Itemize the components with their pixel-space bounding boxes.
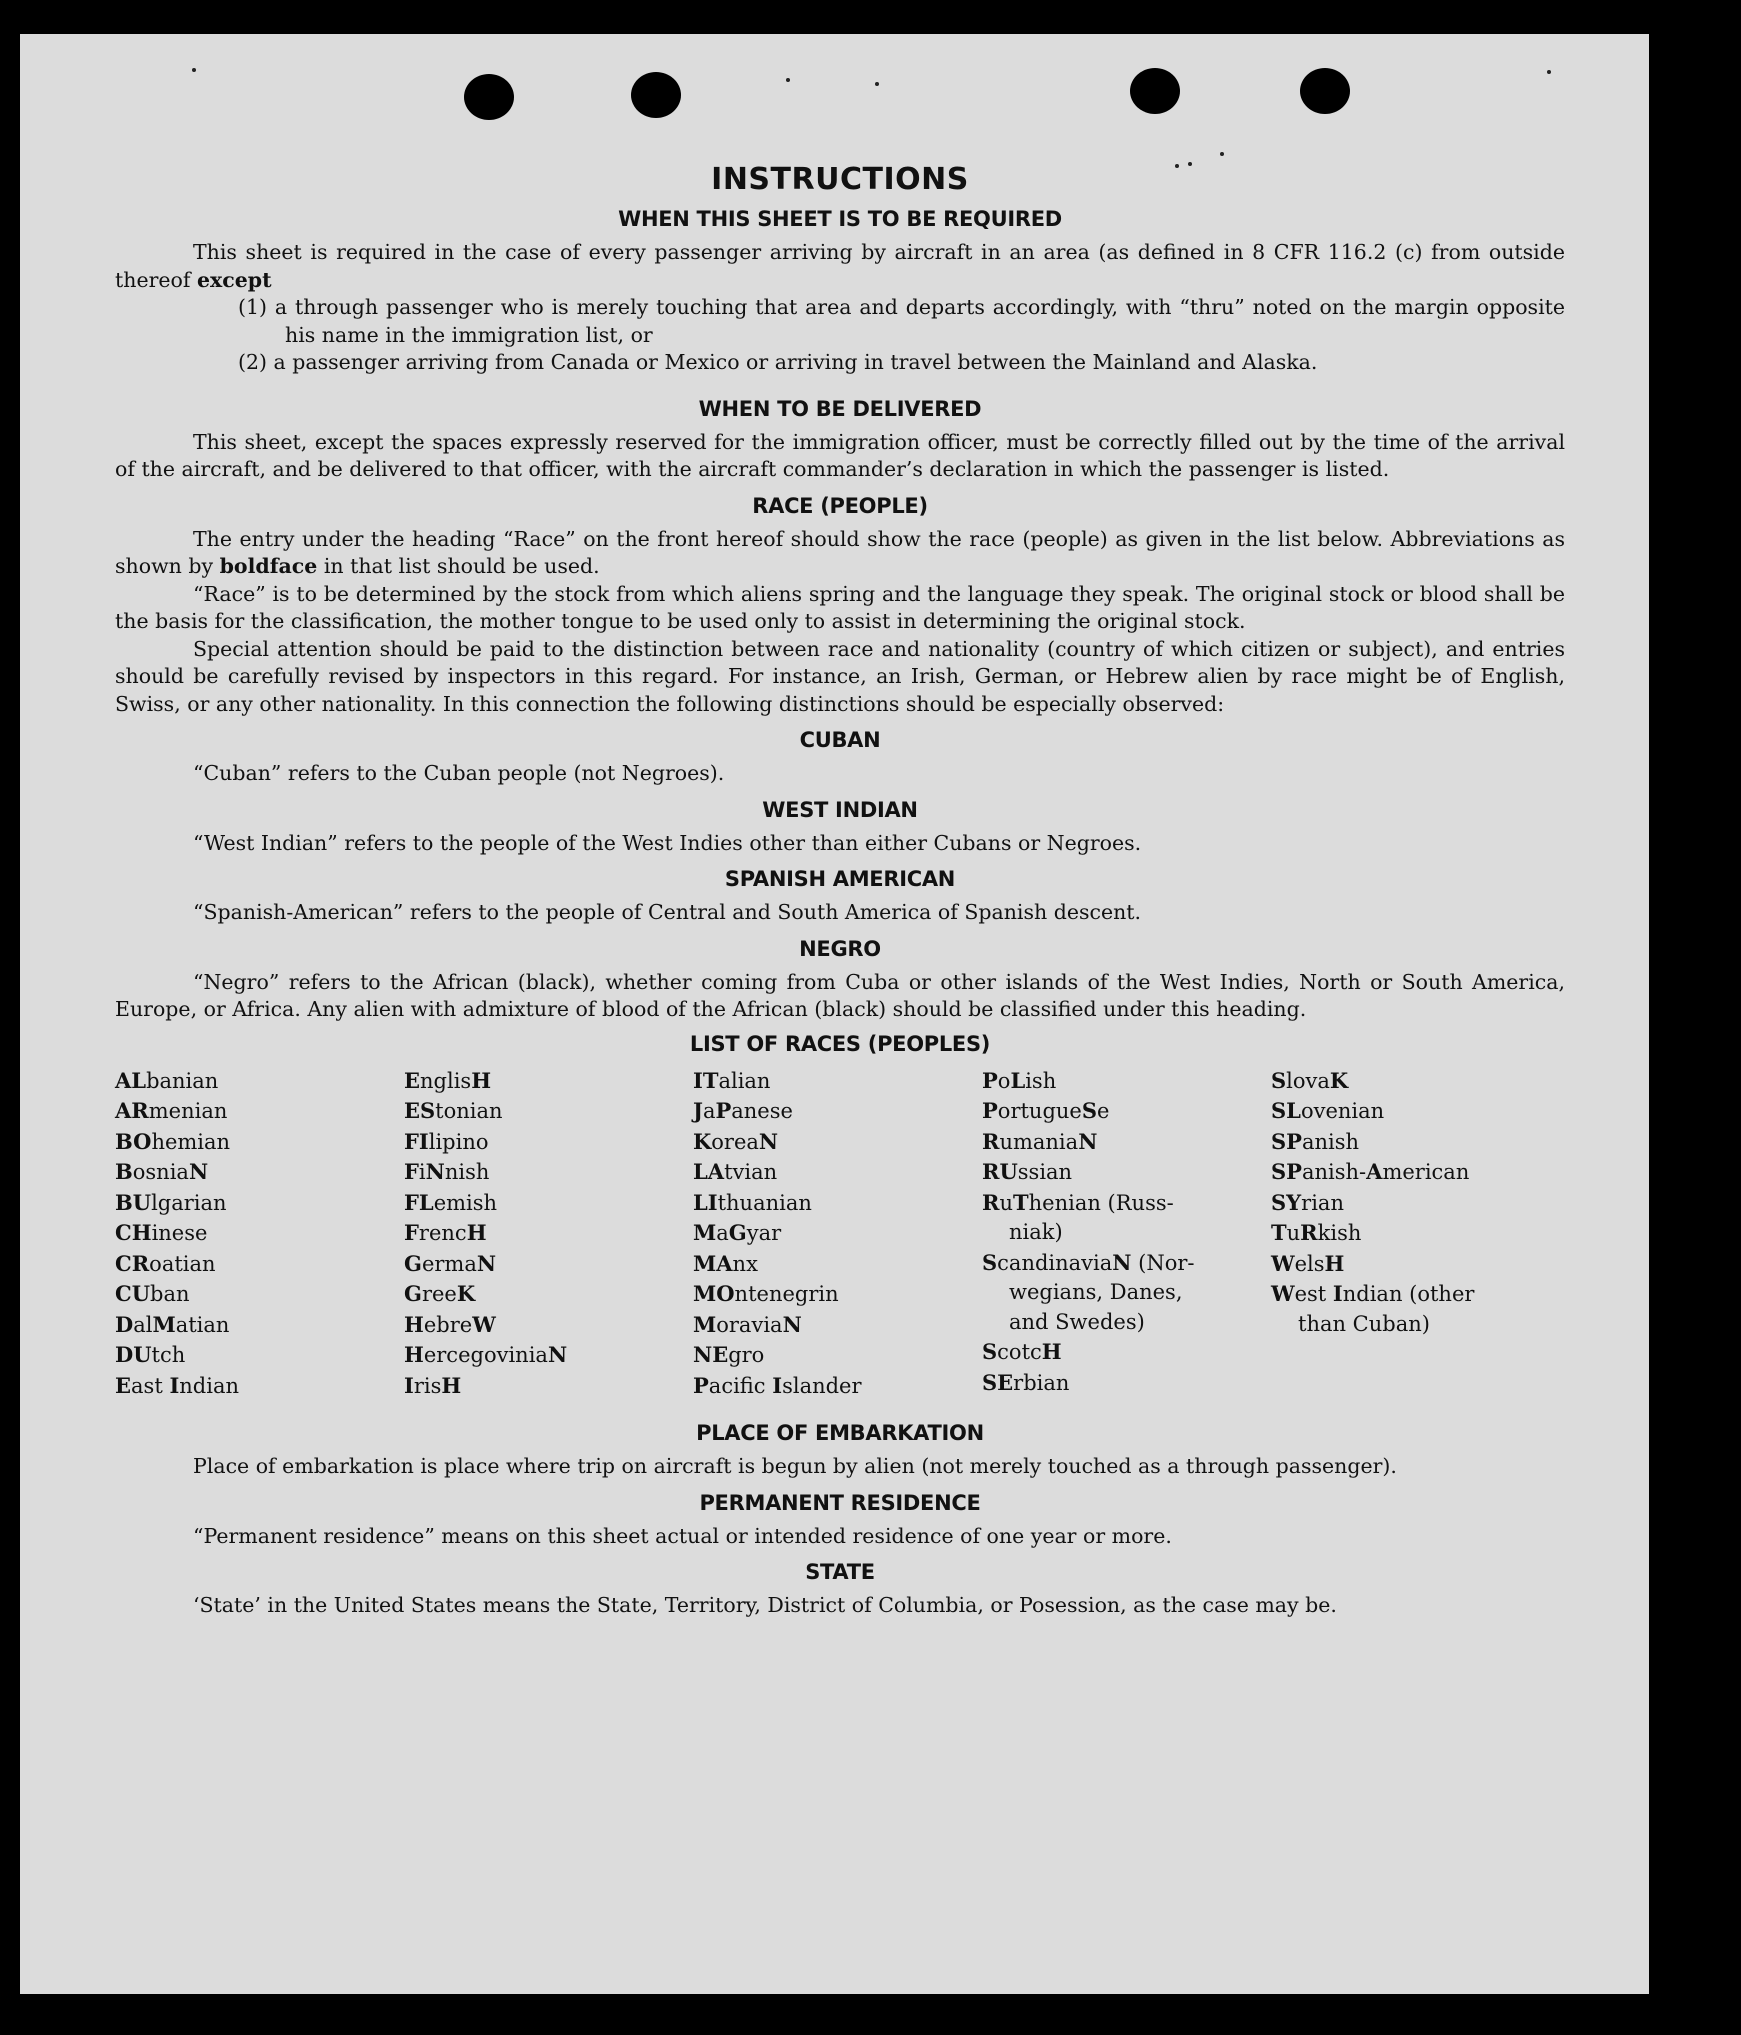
race-entry: IrisH bbox=[404, 1372, 462, 1398]
race-entry: NEgro bbox=[693, 1342, 765, 1367]
race-entry: HebreW bbox=[404, 1311, 496, 1337]
race-entry: MAnx bbox=[693, 1250, 758, 1276]
race-entry: FLemish bbox=[404, 1189, 498, 1215]
race-entry: MoraviaN bbox=[693, 1311, 802, 1337]
race-entry: KoreaN bbox=[693, 1128, 779, 1154]
race-entry: CRoatian bbox=[115, 1250, 216, 1276]
paragraph: “Race” is to be determined by the stock from which aliens spring and the language they speak. The original stock or blood shall be the basis for the classification, the mother tongue to be used only to assist in determining the original stock. bbox=[115, 581, 1565, 633]
race-entry: ALbanian bbox=[115, 1067, 219, 1093]
race-entry: PoLish bbox=[982, 1067, 1057, 1093]
race-entry: ScandinaviaN (Nor- bbox=[982, 1249, 1195, 1275]
race-entry: EnglisH bbox=[404, 1067, 492, 1093]
race-entry: LAtvian bbox=[693, 1159, 778, 1184]
race-entry: West Indian (other bbox=[1271, 1281, 1475, 1306]
race-entry: CUban bbox=[115, 1281, 190, 1306]
punch-hole bbox=[1300, 68, 1350, 114]
race-entry: PortugueSe bbox=[982, 1098, 1110, 1123]
page-title: INSTRUCTIONS bbox=[711, 162, 969, 197]
paragraph: This sheet, except the spaces expressly reserved for the immigration officer, must be correctly filled out by the time of the arrival of the aircraft, and be delivered to that officer, with the aircraft commander’s declaration in which the passenger is listed. bbox=[115, 429, 1565, 481]
section-heading: RACE (PEOPLE) bbox=[752, 493, 928, 518]
speck bbox=[1547, 70, 1551, 74]
race-entry: WelsH bbox=[1271, 1250, 1345, 1276]
paragraph: This sheet is required in the case of every passenger arriving by aircraft in an area (as defined in 8 CFR 116.2 (c) from outside thereof except bbox=[115, 240, 1565, 292]
section-heading: PLACE OF EMBARKATION bbox=[696, 1421, 984, 1445]
section-heading: WEST INDIAN bbox=[762, 797, 918, 822]
punch-hole bbox=[1130, 68, 1180, 114]
paragraph: “West Indian” refers to the people of the West Indies other than either Cubans or Negroes. bbox=[193, 830, 1142, 855]
race-entry: niak) bbox=[1009, 1220, 1063, 1244]
race-entry: East Indian bbox=[115, 1372, 239, 1398]
list-item: (1) a through passenger who is merely touching that area and departs accordingly, with “thru” noted on the margin opposite his name in the immigration list, or bbox=[238, 295, 1565, 347]
race-entry: RuThenian (Russ- bbox=[982, 1189, 1174, 1215]
paragraph: ‘State’ in the United States means the State, Territory, District of Columbia, or Posession, as the case may be. bbox=[193, 1593, 1337, 1617]
races-list bbox=[115, 1066, 1565, 1402]
race-entry: MaGyar bbox=[693, 1220, 782, 1245]
race-entry: SPanish bbox=[1271, 1128, 1360, 1154]
paragraph: “Permanent residence” means on this sheet actual or intended residence of one year or more. bbox=[193, 1523, 1172, 1548]
race-entry: wegians, Danes, bbox=[1009, 1280, 1183, 1304]
paragraph: Place of embarkation is place where trip on aircraft is begun by alien (not merely touched as a through passenger). bbox=[193, 1454, 1397, 1478]
race-entry: DalMatian bbox=[115, 1311, 230, 1337]
speck bbox=[875, 82, 879, 86]
race-entry: FIlipino bbox=[404, 1128, 489, 1154]
race-entry: RumaniaN bbox=[982, 1128, 1098, 1154]
race-entry: SPanish-American bbox=[1271, 1159, 1470, 1184]
section-heading: NEGRO bbox=[799, 936, 881, 961]
section-heading: STATE bbox=[805, 1560, 875, 1584]
race-entry: MOntenegrin bbox=[693, 1281, 839, 1306]
race-entry: than Cuban) bbox=[1298, 1311, 1430, 1336]
race-entry: TuRkish bbox=[1271, 1220, 1362, 1245]
race-entry: RUssian bbox=[982, 1159, 1073, 1184]
paragraph: “Negro” refers to the African (black), whether coming from Cuba or other islands of the West Indies, North or South America, Europe, or Africa. Any alien with admixture of blood of the African (black) should be classified under this heading. bbox=[115, 969, 1565, 1021]
speck bbox=[192, 68, 196, 72]
paragraph: “Spanish-American” refers to the people of Central and South America of Spanish descent. bbox=[193, 900, 1142, 924]
race-entry: FiNnish bbox=[404, 1159, 490, 1184]
race-entry: FrencH bbox=[404, 1220, 487, 1245]
race-entry: SlovaK bbox=[1271, 1067, 1349, 1093]
race-entry: SLovenian bbox=[1271, 1098, 1385, 1123]
speck bbox=[786, 78, 790, 82]
race-entry: SErbian bbox=[982, 1369, 1070, 1395]
race-entry: BOhemian bbox=[115, 1128, 231, 1154]
race-entry: ARmenian bbox=[115, 1098, 228, 1123]
race-entry: SYrian bbox=[1271, 1189, 1344, 1215]
races-column bbox=[693, 1066, 982, 1402]
race-entry: ScotcH bbox=[982, 1339, 1062, 1364]
race-entry: HercegoviniaN bbox=[404, 1342, 568, 1367]
race-entry: BUlgarian bbox=[115, 1189, 227, 1215]
section-heading: WHEN TO BE DELIVERED bbox=[698, 396, 982, 421]
race-entry: and Swedes) bbox=[1009, 1309, 1145, 1334]
content bbox=[115, 162, 1565, 1620]
paragraph: Special attention should be paid to the distinction between race and nationality (country of which citizen or subject), and entries should be carefully revised by inspectors in this regard. For instance, an Irish, German, or Hebrew alien by race might be of English, Swiss, or any other nationality. In this connection the following distinctions should be especially observed: bbox=[115, 636, 1565, 716]
section-heading: WHEN THIS SHEET IS TO BE REQUIRED bbox=[618, 207, 1062, 231]
punch-hole bbox=[464, 74, 514, 120]
section-heading: PERMANENT RESIDENCE bbox=[699, 1490, 981, 1515]
section-heading: SPANISH AMERICAN bbox=[724, 867, 956, 891]
paragraph: The entry under the heading “Race” on the front hereof should show the race (people) as given in the list below. Abbreviations as shown by boldface in that list should be used. bbox=[115, 526, 1565, 578]
races-column bbox=[982, 1066, 1271, 1402]
instruction-sheet bbox=[20, 34, 1649, 1994]
race-entry: BosniaN bbox=[115, 1159, 209, 1184]
list-item: (2) a passenger arriving from Canada or Mexico or arriving in travel between the Mainland and Alaska. bbox=[238, 350, 1318, 374]
races-column bbox=[115, 1066, 404, 1402]
section-heading: CUBAN bbox=[799, 728, 881, 752]
race-entry: CHinese bbox=[115, 1220, 208, 1245]
race-entry: ITalian bbox=[693, 1067, 771, 1093]
races-column bbox=[404, 1066, 693, 1402]
speck bbox=[1220, 152, 1224, 156]
race-entry: LIthuanian bbox=[693, 1189, 812, 1215]
punch-hole bbox=[631, 72, 681, 118]
race-entry: GreeK bbox=[404, 1281, 476, 1306]
race-entry: EStonian bbox=[404, 1098, 503, 1123]
race-entry: DUtch bbox=[115, 1342, 186, 1367]
paragraph: “Cuban” refers to the Cuban people (not Negroes). bbox=[193, 761, 725, 785]
race-entry: GermaN bbox=[404, 1250, 497, 1276]
section-heading: LIST OF RACES (PEOPLES) bbox=[689, 1031, 991, 1056]
race-entry: JaPanese bbox=[693, 1098, 793, 1123]
races-column bbox=[1271, 1066, 1560, 1402]
race-entry: Pacific Islander bbox=[693, 1372, 862, 1398]
